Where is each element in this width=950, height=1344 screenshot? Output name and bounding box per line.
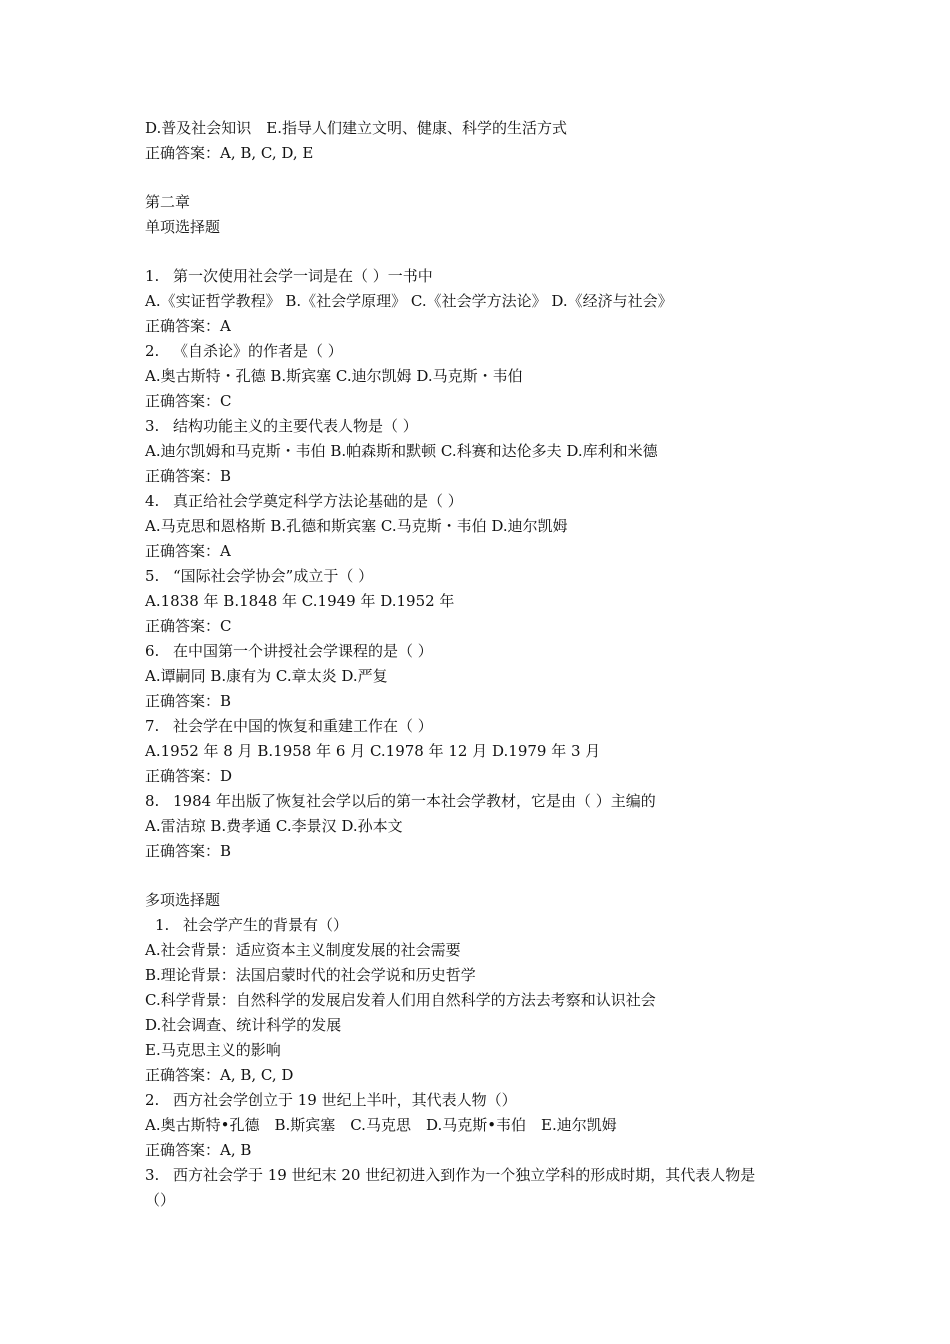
single-choice-heading: 单项选择题 — [145, 218, 221, 236]
question-text: 真正给社会学奠定科学方法论基础的是（ ） — [173, 492, 463, 510]
question-text: 《自杀论》的作者是（ ） — [173, 342, 343, 360]
prev-options-line: D.普及社会知识 E.指导人们建立文明、健康、科学的生活方式 — [145, 119, 567, 137]
options-line: A.雷洁琼 B.费孝通 C.李景汉 D.孙本文 — [145, 817, 403, 835]
question-number: 5. — [145, 567, 160, 585]
question-line — [145, 489, 825, 514]
question-line — [145, 414, 825, 439]
question-number: 6. — [145, 642, 160, 660]
question-number: 3. — [145, 417, 160, 435]
answer-line: 正确答案：B — [145, 842, 232, 860]
multi-choice-heading: 多项选择题 — [145, 891, 221, 909]
question-line — [145, 339, 825, 364]
single-choice-list — [145, 264, 825, 864]
options-line: A.1952 年 8 月 B.1958 年 6 月 C.1978 年 12 月 D.1979 年 3 月 — [145, 742, 601, 760]
question-continuation: （） — [145, 1191, 176, 1209]
question-line — [145, 639, 825, 664]
question-line — [145, 264, 825, 289]
question-number: 7. — [145, 717, 160, 735]
option-line: D.社会调查、统计科学的发展 — [145, 1016, 342, 1034]
question-number: 1. — [155, 916, 170, 934]
option-line: C.科学背景：自然科学的发展启发着人们用自然科学的方法去考察和认识社会 — [145, 991, 656, 1009]
option-line: E.马克思主义的影响 — [145, 1041, 281, 1059]
question-number: 4. — [145, 492, 160, 510]
options-line: A.奥古斯特•孔德 B.斯宾塞 C.马克思 D.马克斯•韦伯 E.迪尔凯姆 — [145, 1116, 617, 1134]
prev-answer: 正确答案：A, B, C, D, E — [145, 144, 314, 162]
answer-line: 正确答案：C — [145, 617, 232, 635]
answer-line: 正确答案：D — [145, 767, 233, 785]
question-text: 1984 年出版了恢复社会学以后的第一本社会学教材，它是由（ ）主编的 — [173, 792, 656, 810]
options-line: A.迪尔凯姆和马克斯・韦伯 B.帕森斯和默顿 C.科赛和达伦多夫 D.库利和米德 — [145, 442, 658, 460]
options-line: A.谭嗣同 B.康有为 C.章太炎 D.严复 — [145, 667, 388, 685]
answer-line: 正确答案：A — [145, 542, 231, 560]
question-text: 第一次使用社会学一词是在（ ）一书中 — [173, 267, 433, 285]
options-line: A.奥古斯特・孔德 B.斯宾塞 C.迪尔凯姆 D.马克斯・韦伯 — [145, 367, 523, 385]
answer-line: 正确答案：B — [145, 692, 232, 710]
spacer — [145, 864, 825, 888]
question-number: 2. — [145, 1091, 160, 1109]
option-line: A.社会背景：适应资本主义制度发展的社会需要 — [145, 941, 461, 959]
chapter-title: 第二章 — [145, 193, 191, 211]
question-line — [145, 789, 825, 814]
multi-choice-list — [145, 913, 825, 1213]
answer-line: 正确答案：A — [145, 317, 231, 335]
spacer — [145, 166, 825, 190]
question-number: 8. — [145, 792, 160, 810]
answer-line: 正确答案：A, B — [145, 1141, 252, 1159]
options-line: A.1838 年 B.1848 年 C.1949 年 D.1952 年 — [145, 592, 455, 610]
question-text: 结构功能主义的主要代表人物是（ ） — [173, 417, 418, 435]
question-number: 2. — [145, 342, 160, 360]
answer-line: 正确答案：B — [145, 467, 232, 485]
answer-line: 正确答案：C — [145, 392, 232, 410]
option-line: B.理论背景：法国启蒙时代的社会学说和历史哲学 — [145, 966, 476, 984]
options-line: A.《实证哲学教程》 B.《社会学原理》 C.《社会学方法论》 D.《经济与社会》 — [145, 292, 673, 310]
question-text: 西方社会学于 19 世纪末 20 世纪初进入到作为一个独立学科的形成时期，其代表人物是 — [173, 1166, 756, 1184]
question-line — [145, 1088, 825, 1113]
question-line — [145, 1163, 825, 1188]
question-text: 社会学在中国的恢复和重建工作在（ ） — [173, 717, 433, 735]
question-text: “国际社会学协会”成立于（ ） — [173, 567, 374, 585]
question-text: 在中国第一个讲授社会学课程的是（ ） — [173, 642, 433, 660]
question-number: 3. — [145, 1166, 160, 1184]
question-text: 社会学产生的背景有（） — [183, 916, 349, 934]
question-text: 西方社会学创立于 19 世纪上半叶，其代表人物（） — [173, 1091, 517, 1109]
question-line — [145, 564, 825, 589]
answer-line: 正确答案：A, B, C, D — [145, 1066, 294, 1084]
question-number: 1. — [145, 267, 160, 285]
question-line — [145, 913, 825, 938]
question-line — [145, 714, 825, 739]
document-body — [145, 116, 825, 1213]
spacer — [145, 240, 825, 264]
options-line: A.马克思和恩格斯 B.孔德和斯宾塞 C.马克斯・韦伯 D.迪尔凯姆 — [145, 517, 568, 535]
